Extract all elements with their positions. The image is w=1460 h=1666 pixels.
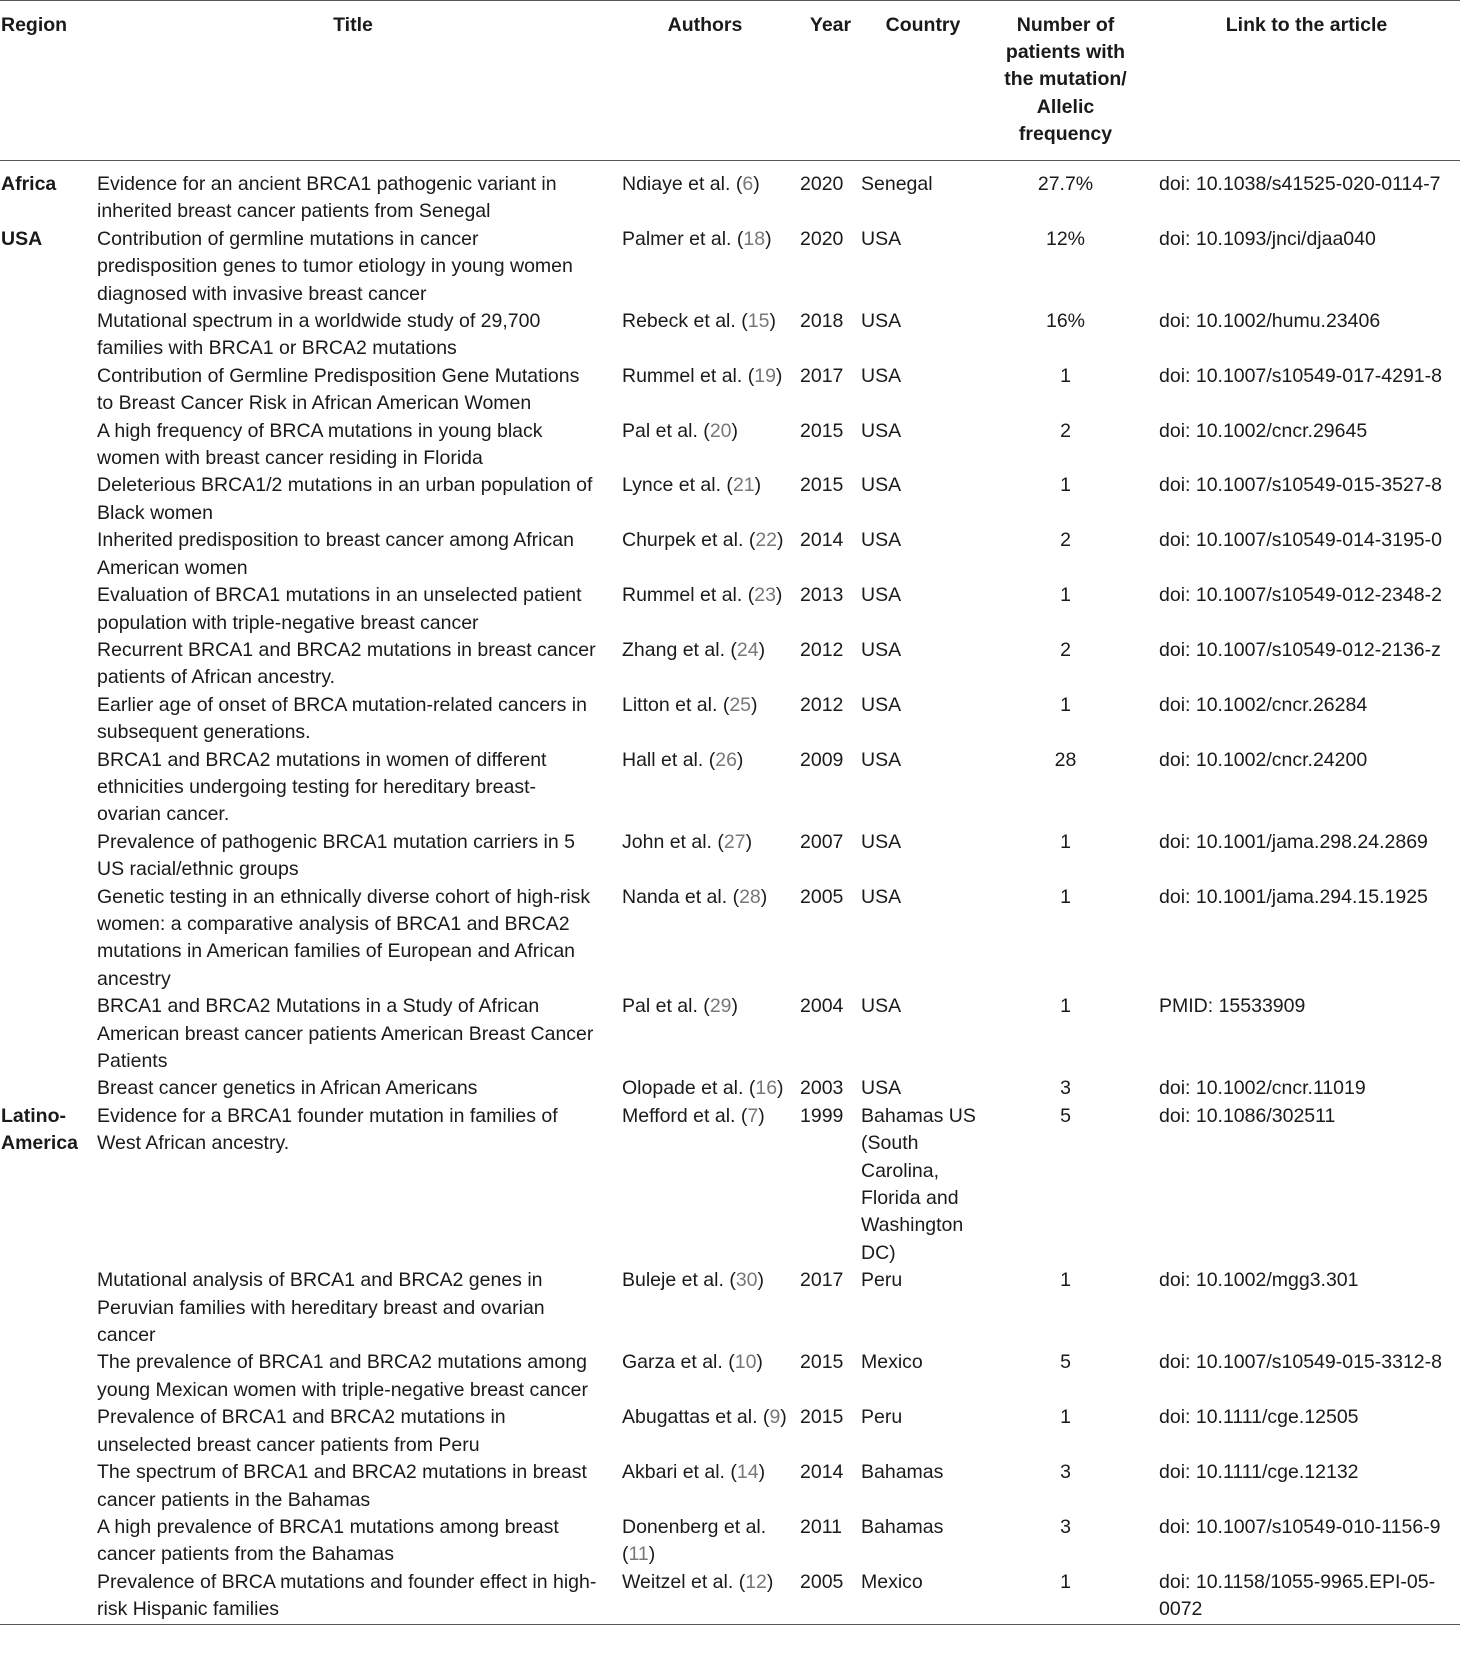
title-cell: Earlier age of onset of BRCA mutation-related cancers in subsequent generations. <box>97 693 587 744</box>
authors-cell: Pal et al. (29) <box>622 995 739 1018</box>
authors-cell: Ndiaye et al. (6) <box>622 173 760 196</box>
region-cell <box>0 308 96 363</box>
year-cell: 1999 <box>800 1104 844 1127</box>
table-row <box>0 747 1460 829</box>
author-name: Weitzel et al. <box>622 1570 734 1593</box>
title-cell: Mutational spectrum in a worldwide study of 29,700 families with BRCA1 or BRCA2 mutations <box>97 310 541 360</box>
year-cell: 2014 <box>800 529 844 552</box>
article-link-cell: doi: 10.1111/cge.12132 <box>1159 1461 1359 1484</box>
article-link-cell: doi: 10.1001/jama.298.24.2869 <box>1159 830 1428 853</box>
country-cell: USA <box>861 474 902 497</box>
author-name: Olopade et al. <box>622 1077 744 1100</box>
authors-cell: Nanda et al. (28) <box>622 885 768 908</box>
patients-cell: 28 <box>1054 748 1077 771</box>
reference-link[interactable]: 9 <box>769 1406 781 1429</box>
article-link-cell: doi: 10.1007/s10549-014-3195-0 <box>1159 529 1442 552</box>
author-name: Pal et al. <box>622 995 698 1018</box>
author-name: Nanda et al. <box>622 885 728 908</box>
authors-cell: John et al. (27) <box>622 830 753 853</box>
year-cell: 2015 <box>800 1406 844 1429</box>
authors-cell: Mefford et al. (7) <box>622 1104 765 1127</box>
region-cell <box>0 1569 96 1624</box>
header-country: Country <box>885 14 961 36</box>
reference-link[interactable]: 14 <box>736 1461 759 1484</box>
region-cell <box>0 829 96 884</box>
country-cell: USA <box>861 638 902 661</box>
table-row <box>0 226 1460 308</box>
table-row <box>0 1459 1460 1514</box>
year-cell: 2009 <box>800 748 844 771</box>
table-row <box>0 1267 1460 1349</box>
author-name: Abugattas et al. <box>622 1406 758 1429</box>
reference-link[interactable]: 19 <box>754 364 776 387</box>
article-link-cell: doi: 10.1007/s10549-015-3527-8 <box>1159 474 1442 497</box>
patients-cell: 5 <box>1060 1104 1071 1127</box>
table-row <box>0 1404 1460 1459</box>
country-cell: Peru <box>861 1406 903 1429</box>
patients-cell: 1 <box>1060 1269 1071 1292</box>
author-name: Akbari et al. <box>622 1461 725 1484</box>
authors-cell: Lynce et al. (21) <box>622 474 762 497</box>
reference-link[interactable]: 23 <box>754 584 776 607</box>
article-link-cell: doi: 10.1158/1055-9965.EPI-05-0072 <box>1159 1570 1436 1621</box>
country-cell: USA <box>861 885 902 908</box>
patients-cell: 1 <box>1060 1570 1071 1593</box>
title-cell: Prevalence of BRCA mutations and founder effect in high-risk Hispanic families <box>97 1570 597 1621</box>
region-cell <box>0 1514 96 1569</box>
article-link-cell: PMID: 15533909 <box>1159 995 1306 1018</box>
authors-cell: Rummel et al. (23) <box>622 584 783 607</box>
region-cell <box>0 637 96 692</box>
country-cell: USA <box>861 995 902 1018</box>
author-name: Rummel et al. <box>622 364 743 387</box>
authors-cell: Churpek et al. (22) <box>622 529 784 552</box>
authors-cell: Zhang et al. (24) <box>622 638 766 661</box>
region-cell <box>0 1459 96 1514</box>
year-cell: 2013 <box>800 584 844 607</box>
year-cell: 2012 <box>800 638 844 661</box>
title-cell: Deleterious BRCA1/2 mutations in an urban population of Black women <box>97 474 593 524</box>
table-row <box>0 884 1460 994</box>
article-link-cell: doi: 10.1002/humu.23406 <box>1159 310 1381 333</box>
title-cell: The spectrum of BRCA1 and BRCA2 mutations in breast cancer patients in the Bahamas <box>97 1461 587 1511</box>
header-link: Link to the article <box>1225 14 1388 36</box>
author-name: Mefford et al. <box>622 1104 736 1127</box>
article-link-cell: doi: 10.1038/s41525-020-0114-7 <box>1159 173 1441 196</box>
reference-link[interactable]: 18 <box>743 227 766 250</box>
title-cell: Evidence for an ancient BRCA1 pathogenic variant in inherited breast cancer patients from Senegal <box>97 173 557 223</box>
year-cell: 2015 <box>800 419 844 442</box>
region-cell <box>0 1404 96 1459</box>
year-cell: 2018 <box>800 310 844 333</box>
authors-cell: Buleje et al. (30) <box>622 1269 765 1292</box>
country-cell: USA <box>861 227 902 250</box>
region-cell: Africa <box>1 173 57 196</box>
table-row <box>0 829 1460 884</box>
reference-link[interactable]: 29 <box>709 995 732 1018</box>
authors-cell: Garza et al. (10) <box>622 1351 763 1374</box>
author-name: Zhang et al. <box>622 638 725 661</box>
table-row <box>0 472 1460 527</box>
title-cell: Evidence for a BRCA1 founder mutation in families of West African ancestry. <box>97 1104 558 1155</box>
authors-cell: Donenberg et al. (11) <box>622 1515 767 1566</box>
authors-cell: Hall et al. (26) <box>622 748 744 771</box>
patients-cell: 1 <box>1060 995 1071 1018</box>
patients-cell: 1 <box>1060 693 1071 716</box>
author-name: Rebeck et al. <box>622 310 736 333</box>
year-cell: 2014 <box>800 1461 844 1484</box>
authors-cell: Rummel et al. (19) <box>622 364 783 387</box>
patients-cell: 2 <box>1060 638 1071 661</box>
author-name: Buleje et al. <box>622 1269 724 1292</box>
author-name: Pal et al. <box>622 419 698 442</box>
year-cell: 2003 <box>800 1077 844 1100</box>
country-cell: USA <box>861 529 902 552</box>
region-cell <box>0 582 96 637</box>
table-row <box>0 1103 1460 1267</box>
country-cell: USA <box>861 693 902 716</box>
article-link-cell: doi: 10.1007/s10549-017-4291-8 <box>1159 364 1442 387</box>
table-row <box>0 1514 1460 1569</box>
author-name: Ndiaye et al. <box>622 173 731 196</box>
reference-link[interactable]: 28 <box>739 885 761 908</box>
reference-link[interactable]: 22 <box>755 529 778 552</box>
country-cell: USA <box>861 419 902 442</box>
region-cell <box>0 472 96 527</box>
article-link-cell: doi: 10.1001/jama.294.15.1925 <box>1159 885 1428 908</box>
author-name: Donenberg et al. <box>622 1515 767 1538</box>
header-number-of-patients: Number of patients with the mutation/ Allelic frequency <box>1004 14 1127 145</box>
table-row <box>0 993 1460 1075</box>
title-cell: Contribution of germline mutations in cancer predisposition genes to tumor etiology in young women diagnosed with invasive breast cancer <box>97 227 573 305</box>
patients-cell: 3 <box>1060 1461 1071 1484</box>
title-cell: A high frequency of BRCA mutations in young black women with breast cancer residing in Florida <box>97 419 543 470</box>
patients-cell: 16% <box>1045 310 1086 333</box>
country-cell: Peru <box>861 1269 903 1292</box>
country-cell: USA <box>861 364 902 387</box>
title-cell: Prevalence of BRCA1 and BRCA2 mutations in unselected breast cancer patients from Peru <box>97 1406 506 1456</box>
reference-link[interactable]: 6 <box>742 173 754 196</box>
authors-cell: Olopade et al. (16) <box>622 1077 784 1100</box>
reference-link[interactable]: 7 <box>747 1104 759 1127</box>
patients-cell: 12% <box>1045 227 1086 250</box>
table-row <box>0 637 1460 692</box>
article-link-cell: doi: 10.1007/s10549-012-2136-z <box>1159 638 1441 661</box>
region-cell <box>0 1267 96 1349</box>
year-cell: 2017 <box>800 1269 844 1292</box>
title-cell: BRCA1 and BRCA2 mutations in women of different ethnicities undergoing testing for hereditary breast-ovarian cancer. <box>97 748 547 826</box>
title-cell: Genetic testing in an ethnically diverse cohort of high-risk women: a comparative analysis of BRCA1 and BRCA2 mutations in American families of European and African ancestry <box>97 885 591 990</box>
table-row <box>0 692 1460 747</box>
reference-link[interactable]: 21 <box>732 474 755 497</box>
country-cell: USA <box>861 748 902 771</box>
region-cell <box>0 1349 96 1404</box>
authors-cell: Pal et al. (20) <box>622 419 739 442</box>
authors-cell: Akbari et al. (14) <box>622 1461 766 1484</box>
country-cell: Bahamas <box>861 1461 944 1484</box>
year-cell: 2015 <box>800 474 844 497</box>
region-cell <box>0 884 96 994</box>
title-cell: Contribution of Germline Predisposition Gene Mutations to Breast Cancer Risk in African American Women <box>97 364 580 415</box>
reference-link[interactable]: 11 <box>628 1543 649 1566</box>
patients-cell: 27.7% <box>1037 173 1094 196</box>
author-name: John et al. <box>622 830 712 853</box>
title-cell: A high prevalence of BRCA1 mutations among breast cancer patients from the Bahamas <box>97 1515 559 1566</box>
region-cell: USA <box>1 227 43 250</box>
article-link-cell: doi: 10.1002/cncr.26284 <box>1159 693 1368 716</box>
patients-cell: 2 <box>1060 529 1071 552</box>
patients-cell: 1 <box>1060 474 1071 497</box>
year-cell: 2007 <box>800 830 844 853</box>
author-name: Litton et al. <box>622 693 718 716</box>
reference-link[interactable]: 16 <box>755 1077 778 1100</box>
country-cell: Mexico <box>861 1570 923 1593</box>
authors-cell: Weitzel et al. (12) <box>622 1570 774 1593</box>
region-cell <box>0 527 96 582</box>
table-row <box>0 308 1460 363</box>
reference-link[interactable]: 12 <box>745 1570 767 1593</box>
reference-link[interactable]: 20 <box>709 419 732 442</box>
country-cell: Senegal <box>861 173 933 196</box>
patients-cell: 2 <box>1060 419 1071 442</box>
patients-cell: 1 <box>1060 1406 1071 1429</box>
title-cell: Mutational analysis of BRCA1 and BRCA2 genes in Peruvian families with hereditary breast and ovarian cancer <box>97 1269 545 1347</box>
author-name: Rummel et al. <box>622 584 743 607</box>
title-cell: BRCA1 and BRCA2 Mutations in a Study of African American breast cancer patients American Breast Cancer Patients <box>97 995 594 1073</box>
reference-link[interactable]: 26 <box>715 748 737 771</box>
region-cell <box>0 1075 96 1102</box>
patients-cell: 5 <box>1060 1351 1071 1374</box>
country-cell: Bahamas US (South Carolina, Florida and Washington DC) <box>861 1104 976 1264</box>
article-link-cell: doi: 10.1007/s10549-012-2348-2 <box>1159 584 1442 607</box>
article-link-cell: doi: 10.1002/mgg3.301 <box>1159 1269 1359 1292</box>
region-cell <box>0 418 96 473</box>
country-cell: Mexico <box>861 1351 923 1374</box>
patients-cell: 1 <box>1060 885 1071 908</box>
country-cell: USA <box>861 584 902 607</box>
reference-link[interactable]: 15 <box>747 310 770 333</box>
year-cell: 2011 <box>800 1515 842 1538</box>
article-link-cell: doi: 10.1111/cge.12505 <box>1159 1406 1359 1429</box>
author-name: Churpek et al. <box>622 529 744 552</box>
patients-cell: 3 <box>1060 1077 1071 1100</box>
title-cell: Evaluation of BRCA1 mutations in an unselected patient population with triple-negative breast cancer <box>97 584 582 634</box>
patients-cell: 1 <box>1060 830 1071 853</box>
header-region: Region <box>1 14 68 36</box>
article-link-cell: doi: 10.1086/302511 <box>1159 1104 1336 1127</box>
table-row <box>0 527 1460 582</box>
article-link-cell: doi: 10.1007/s10549-015-3312-8 <box>1159 1351 1442 1374</box>
reference-link[interactable]: 30 <box>735 1269 758 1292</box>
region-cell <box>0 993 96 1075</box>
article-link-cell: doi: 10.1002/cncr.29645 <box>1159 419 1368 442</box>
author-name: Palmer et al. <box>622 227 732 250</box>
year-cell: 2020 <box>800 227 844 250</box>
country-cell: Bahamas <box>861 1515 944 1538</box>
title-cell: Inherited predisposition to breast cancer among African American women <box>97 529 574 579</box>
year-cell: 2020 <box>800 173 844 196</box>
year-cell: 2012 <box>800 693 844 716</box>
year-cell: 2004 <box>800 995 844 1018</box>
table-row <box>0 582 1460 637</box>
authors-cell: Litton et al. (25) <box>622 693 758 716</box>
title-cell: Prevalence of pathogenic BRCA1 mutation carriers in 5 US racial/ethnic groups <box>97 830 575 881</box>
header-title: Title <box>333 14 373 36</box>
patients-cell: 1 <box>1060 364 1071 387</box>
author-name: Garza et al. <box>622 1351 723 1374</box>
article-link-cell: doi: 10.1093/jnci/djaa040 <box>1159 227 1376 250</box>
title-cell: The prevalence of BRCA1 and BRCA2 mutations among young Mexican women with triple-negative breast cancer <box>97 1351 588 1401</box>
patients-cell: 1 <box>1060 584 1071 607</box>
region-cell <box>0 363 96 418</box>
year-cell: 2015 <box>800 1351 844 1374</box>
year-cell: 2005 <box>800 1570 844 1593</box>
table-row <box>0 161 1460 226</box>
country-cell: USA <box>861 1077 902 1100</box>
table-row <box>0 1349 1460 1404</box>
country-cell: USA <box>861 310 902 333</box>
region-cell <box>0 692 96 747</box>
table-row <box>0 1075 1460 1102</box>
authors-cell: Abugattas et al. (9) <box>622 1406 787 1429</box>
article-link-cell: doi: 10.1007/s10549-010-1156-9 <box>1159 1515 1441 1538</box>
reference-link[interactable]: 24 <box>736 638 759 661</box>
title-cell: Breast cancer genetics in African Americans <box>97 1077 478 1100</box>
authors-cell: Palmer et al. (18) <box>622 227 772 250</box>
table-row <box>0 1569 1460 1624</box>
author-name: Hall et al. <box>622 748 704 771</box>
article-link-cell: doi: 10.1002/cncr.24200 <box>1159 748 1368 771</box>
table-row <box>0 363 1460 418</box>
table-row <box>0 418 1460 473</box>
country-cell: USA <box>861 830 902 853</box>
header-authors: Authors <box>667 14 743 36</box>
article-link-cell: doi: 10.1002/cncr.11019 <box>1159 1077 1366 1100</box>
region-cell: Latino-America <box>1 1104 78 1155</box>
author-name: Lynce et al. <box>622 474 722 497</box>
region-cell <box>0 747 96 829</box>
patients-cell: 3 <box>1060 1515 1071 1538</box>
authors-cell: Rebeck et al. (15) <box>622 310 776 333</box>
year-cell: 2017 <box>800 364 844 387</box>
year-cell: 2005 <box>800 885 844 908</box>
header-row <box>0 1 1460 161</box>
reference-link[interactable]: 10 <box>734 1351 757 1374</box>
header-year: Year <box>809 14 852 36</box>
title-cell: Recurrent BRCA1 and BRCA2 mutations in breast cancer patients of African ancestry. <box>97 638 596 689</box>
reference-link[interactable]: 27 <box>723 830 746 853</box>
reference-link[interactable]: 25 <box>729 693 752 716</box>
